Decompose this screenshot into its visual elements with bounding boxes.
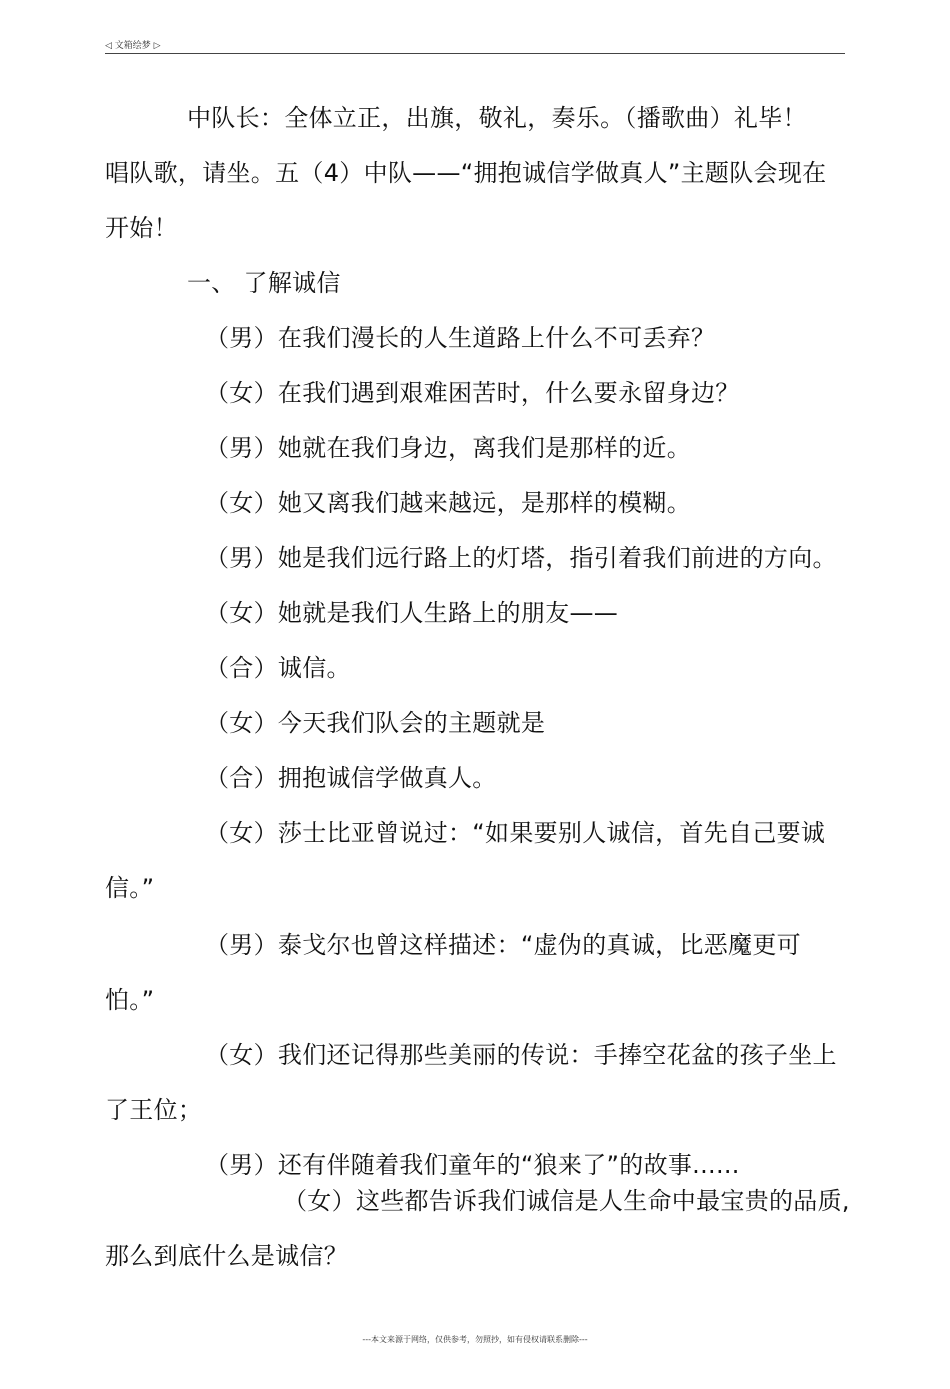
dialogue-line: （女）她又离我们越来越远，是那样的模糊。 bbox=[205, 489, 691, 517]
dialogue-line: 那么到底什么是诚信？ bbox=[105, 1242, 348, 1270]
dialogue-line: （男）泰戈尔也曾这样描述：“虚伪的真诚，比恶魔更可 bbox=[205, 931, 801, 959]
dialogue-line: 怕。” bbox=[105, 986, 155, 1014]
page-footer: ---本文来源于网络，仅供参考，勿照抄，如有侵权请联系删除--- bbox=[362, 1335, 588, 1344]
page-header: ◁ 文箱绘梦 ▷ bbox=[105, 41, 161, 51]
dialogue-line: （女）我们还记得那些美丽的传说：手捧空花盆的孩子坐上 bbox=[205, 1041, 837, 1069]
dialogue-line: （合）拥抱诚信学做真人。 bbox=[205, 764, 497, 792]
dialogue-line: （合）诚信。 bbox=[205, 654, 351, 682]
dialogue-line: （男）在我们漫长的人生道路上什么不可丢弃？ bbox=[205, 324, 716, 352]
dialogue-line: （男）她是我们远行路上的灯塔，指引着我们前进的方向。 bbox=[205, 544, 837, 572]
section-heading: 一、 了解诚信 bbox=[187, 269, 341, 297]
dialogue-line: （女）在我们遇到艰难困苦时，什么要永留身边？ bbox=[205, 379, 740, 407]
paragraph-line: 唱队歌，请坐。五（4）中队——“拥抱诚信学做真人”主题队会现在 bbox=[105, 159, 827, 187]
dialogue-line: （女）这些都告诉我们诚信是人生命中最宝贵的品质, bbox=[283, 1187, 850, 1215]
dialogue-line: （女）今天我们队会的主题就是 bbox=[205, 709, 546, 737]
dialogue-line: 了王位； bbox=[105, 1096, 203, 1124]
paragraph-line: 中队长：全体立正，出旗，敬礼，奏乐。（播歌曲）礼毕！ bbox=[187, 104, 807, 132]
dialogue-line: 信。” bbox=[105, 874, 155, 902]
dialogue-line: （男）还有伴随着我们童年的“狼来了”的故事...... bbox=[205, 1151, 740, 1179]
paragraph-line: 开始！ bbox=[105, 214, 178, 242]
dialogue-line: （女）莎士比亚曾说过：“如果要别人诚信，首先自己要诚 bbox=[205, 819, 826, 847]
dialogue-line: （男）她就在我们身边，离我们是那样的近。 bbox=[205, 434, 691, 462]
header-divider bbox=[105, 53, 845, 54]
dialogue-line: （女）她就是我们人生路上的朋友—— bbox=[205, 599, 619, 627]
